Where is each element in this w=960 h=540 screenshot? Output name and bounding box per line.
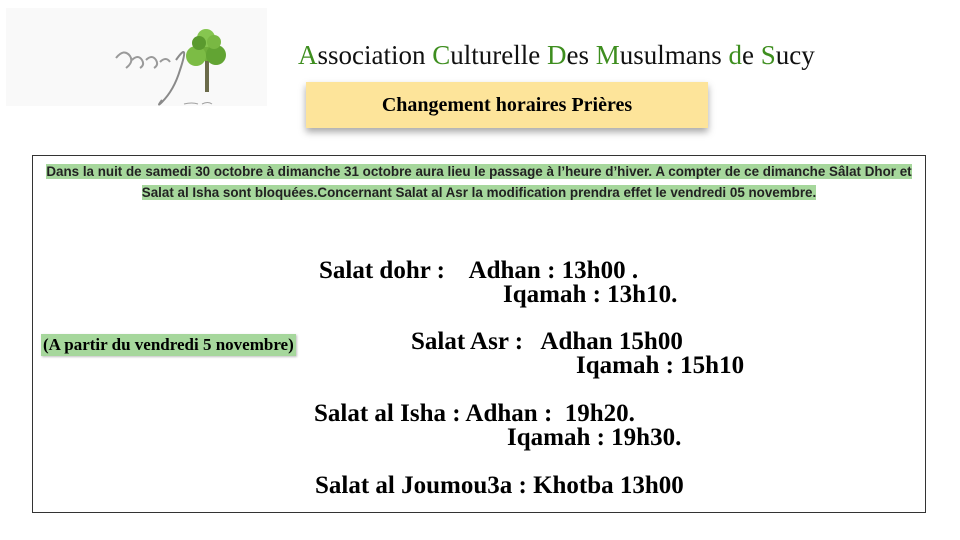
schedule-change-banner bbox=[306, 82, 708, 128]
banner-label: Changement horaires Prières bbox=[381, 93, 633, 116]
dohr-adhan-line: Salat dohr : Adhan : 13h00 . bbox=[319, 257, 639, 284]
asr-effective-date-note: (A partir du vendredi 5 novembre) bbox=[43, 335, 294, 354]
isha-iqamah-line: Iqamah : 19h30. bbox=[507, 424, 682, 451]
logo bbox=[6, 8, 267, 106]
title-word-3: Des bbox=[546, 40, 596, 70]
tree-logo-icon bbox=[6, 8, 267, 106]
schedule-panel bbox=[32, 155, 926, 513]
title-word-2: Culturelle bbox=[432, 40, 547, 70]
title-word-4: Musulmans bbox=[595, 40, 729, 70]
asr-iqamah-line: Iqamah : 15h10 bbox=[576, 352, 745, 379]
title-word-6: Sucy bbox=[760, 40, 815, 70]
isha-adhan-line: Salat al Isha : Adhan : 19h20. bbox=[314, 400, 635, 427]
title-word-1: Association bbox=[298, 40, 433, 70]
dohr-iqamah-line: Iqamah : 13h10. bbox=[503, 281, 678, 308]
winter-time-notice bbox=[41, 162, 917, 203]
title-word-5: de bbox=[728, 40, 761, 70]
joumoua-khotba-line: Salat al Joumou3a : Khotba 13h00 bbox=[315, 472, 684, 499]
organization-title bbox=[298, 38, 938, 72]
notice-text: Dans la nuit de samedi 30 octobre à dimanche 31 octobre aura lieu le passage à l’heure d’hiver. A compter de ce dimanche Sâlat Dhor et Salat al Isha sont bloquées.Concernant Salat al Asr la modification prendra effet le vendredi 05 novembre. bbox=[46, 164, 912, 200]
asr-adhan-line: Salat Asr : Adhan 15h00 bbox=[411, 328, 683, 355]
